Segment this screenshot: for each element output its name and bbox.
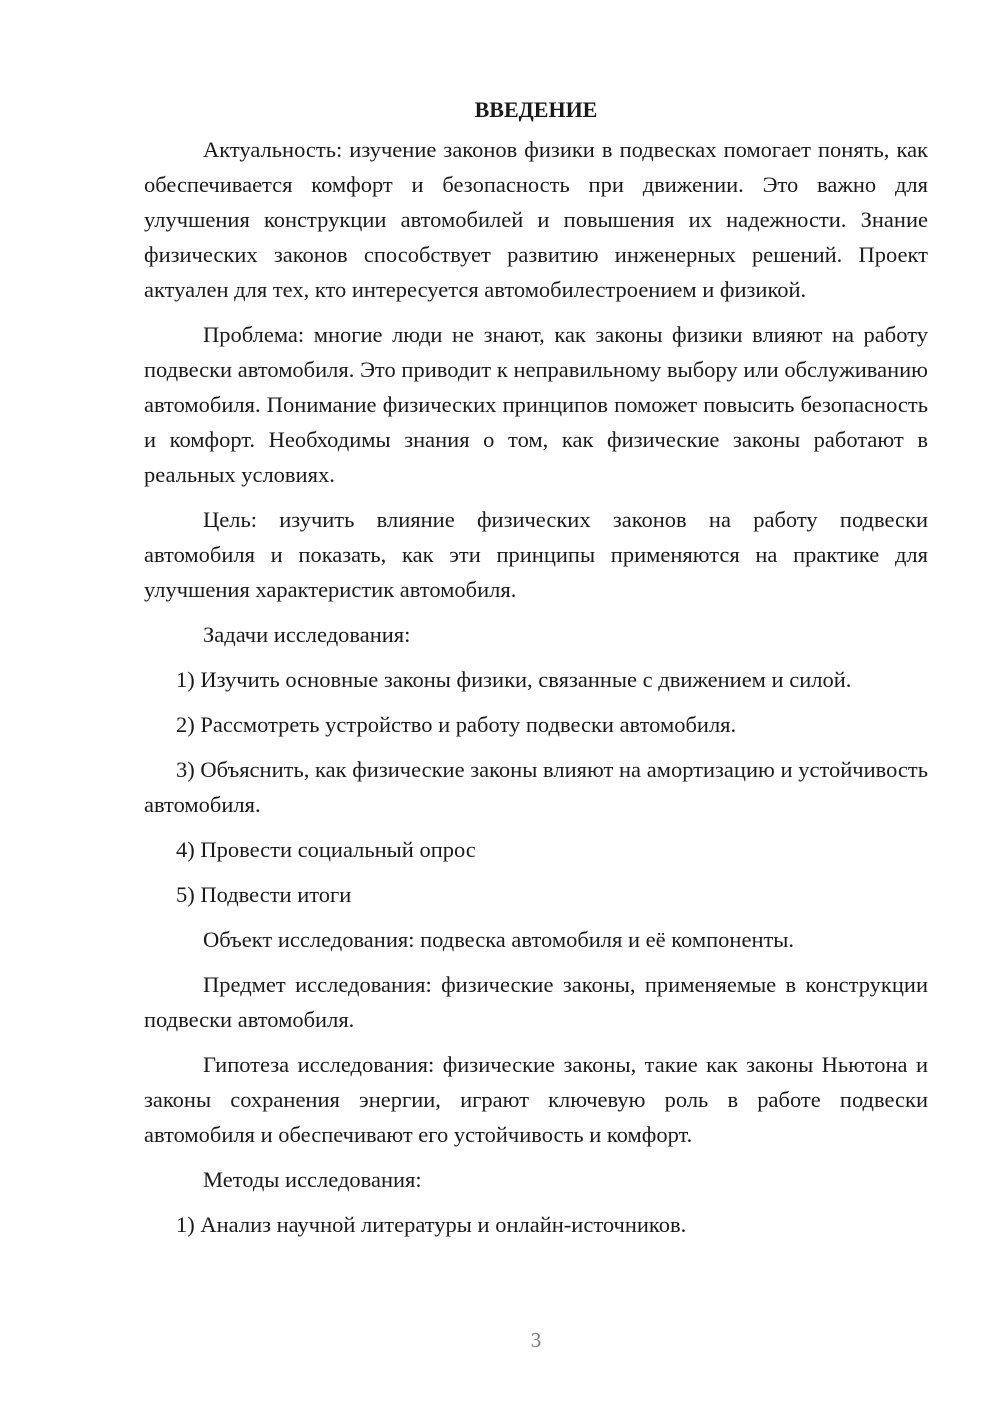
paragraph-hypothesis: Гипотеза исследования: физические законы, такие как законы Ньютона и законы сохранения энергии, играют ключевую роль в работе подвески автомобиля и обеспечивают его устойчивость и комфорт. (144, 1052, 928, 1147)
task-item-4: 4) Провести социальный опрос (176, 837, 476, 862)
paragraph-goal: Цель: изучить влияние физических законов на работу подвески автомобиля и показать, как эти принципы применяются на практике для улучшения характеристик автомобиля. (144, 507, 928, 602)
task-item-1: 1) Изучить основные законы физики, связанные с движением и силой. (176, 667, 852, 692)
task-item-2: 2) Рассмотреть устройство и работу подвески автомобиля. (176, 712, 737, 737)
paragraph-relevance: Актуальность: изучение законов физики в подвесках помогает понять, как обеспечивается комфорт и безопасность при движении. Это важно для улучшения конструкции автомобилей и повышения их надежности. Знание физических законов способствует развитию инженерных решений. Проект актуален для тех, кто интересуется автомобилестроением и физикой. (144, 137, 928, 302)
page-content (144, 90, 928, 1252)
task-item-3: 3) Объяснить, как физические законы влияют на амортизацию и устойчивость автомобиля. (144, 757, 928, 817)
tasks-heading: Задачи исследования: (203, 622, 411, 647)
method-item-1: 1) Анализ научной литературы и онлайн-источников. (176, 1212, 687, 1237)
paragraph-problem: Проблема: многие люди не знают, как законы физики влияют на работу подвески автомобиля. Это приводит к неправильному выбору или обслуживанию автомобиля. Понимание физических принципов поможет повысить безопасность и комфорт. Необходимы знания о том, как физические законы работают в реальных условиях. (144, 322, 928, 487)
methods-heading: Методы исследования: (203, 1167, 422, 1192)
paragraph-subject: Предмет исследования: физические законы, применяемые в конструкции подвески автомобиля. (144, 972, 928, 1032)
paragraph-object: Объект исследования: подвеска автомобиля и её компоненты. (203, 927, 795, 952)
section-title: ВВЕДЕНИЕ (474, 97, 598, 122)
page-number: 3 (530, 1328, 542, 1352)
task-item-5: 5) Подвести итоги (176, 882, 352, 907)
